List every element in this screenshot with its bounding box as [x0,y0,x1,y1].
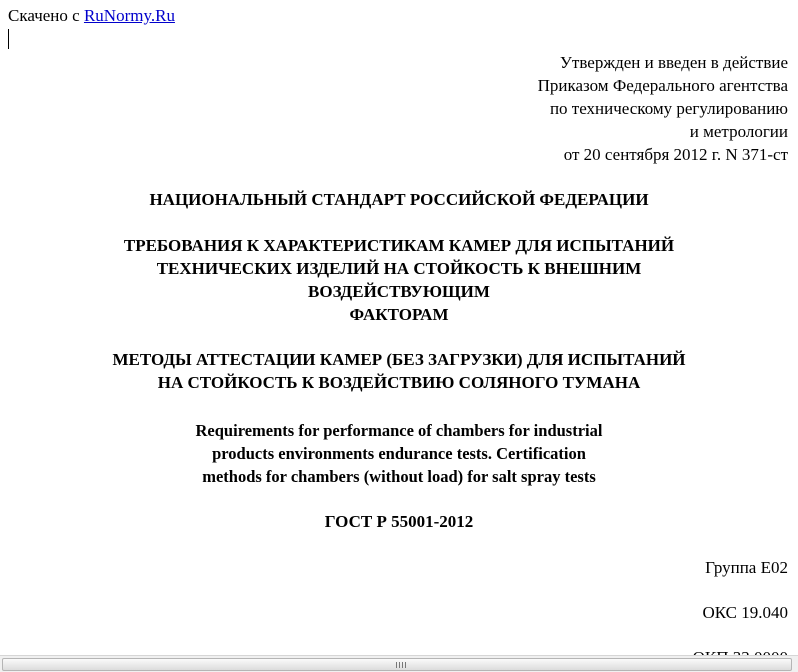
download-prefix: Скачено с [8,6,84,25]
title-line: НА СТОЙКОСТЬ К ВОЗДЕЙСТВИЮ СОЛЯНОГО ТУМАНА [157,373,641,392]
approval-line: от 20 сентября 2012 г. N 371-ст [563,145,788,164]
national-standard-heading: НАЦИОНАЛЬНЫЙ СТАНДАРТ РОССИЙСКОЙ ФЕДЕРАЦИИ [149,190,649,209]
grip-icon [396,662,406,668]
title-line: methods for chambers (without load) for salt spray tests [202,467,596,486]
download-source-line [8,5,175,27]
scrollbar-thumb[interactable] [2,658,792,671]
approval-line: по техническому регулированию [549,99,788,118]
title-line: ВОЗДЕЙСТВУЮЩИМ [308,282,490,301]
title-line: ФАКТОРАМ [349,305,449,324]
approval-line: Утвержден и введен в действие [559,53,788,72]
approval-line: Приказом Федерального агентства [537,76,788,95]
oks-code: ОКС 19.040 [702,603,788,622]
runormy-link[interactable]: RuNormy.Ru [83,6,175,25]
title-line: ТРЕБОВАНИЯ К ХАРАКТЕРИСТИКАМ КАМЕР ДЛЯ ИСПЫТАНИЙ [123,236,675,255]
methods-title [0,348,798,394]
english-title [0,419,798,488]
approval-block [538,51,788,166]
text-cursor [8,29,9,49]
title-line: МЕТОДЫ АТТЕСТАЦИИ КАМЕР (БЕЗ ЗАГРУЗКИ) ДЛЯ ИСПЫТАНИЙ [112,350,686,369]
title-line: Requirements for performance of chambers for industrial [195,421,603,440]
horizontal-scrollbar[interactable] [0,655,798,672]
title-line: products environments endurance tests. Certification [212,444,586,463]
approval-line: и метрологии [689,122,788,141]
title-line: ТЕХНИЧЕСКИХ ИЗДЕЛИЙ НА СТОЙКОСТЬ К ВНЕШНИМ [156,259,642,278]
gost-number: ГОСТ Р 55001-2012 [324,512,474,531]
group-code: Группа Е02 [705,558,788,577]
requirements-title [0,234,798,326]
